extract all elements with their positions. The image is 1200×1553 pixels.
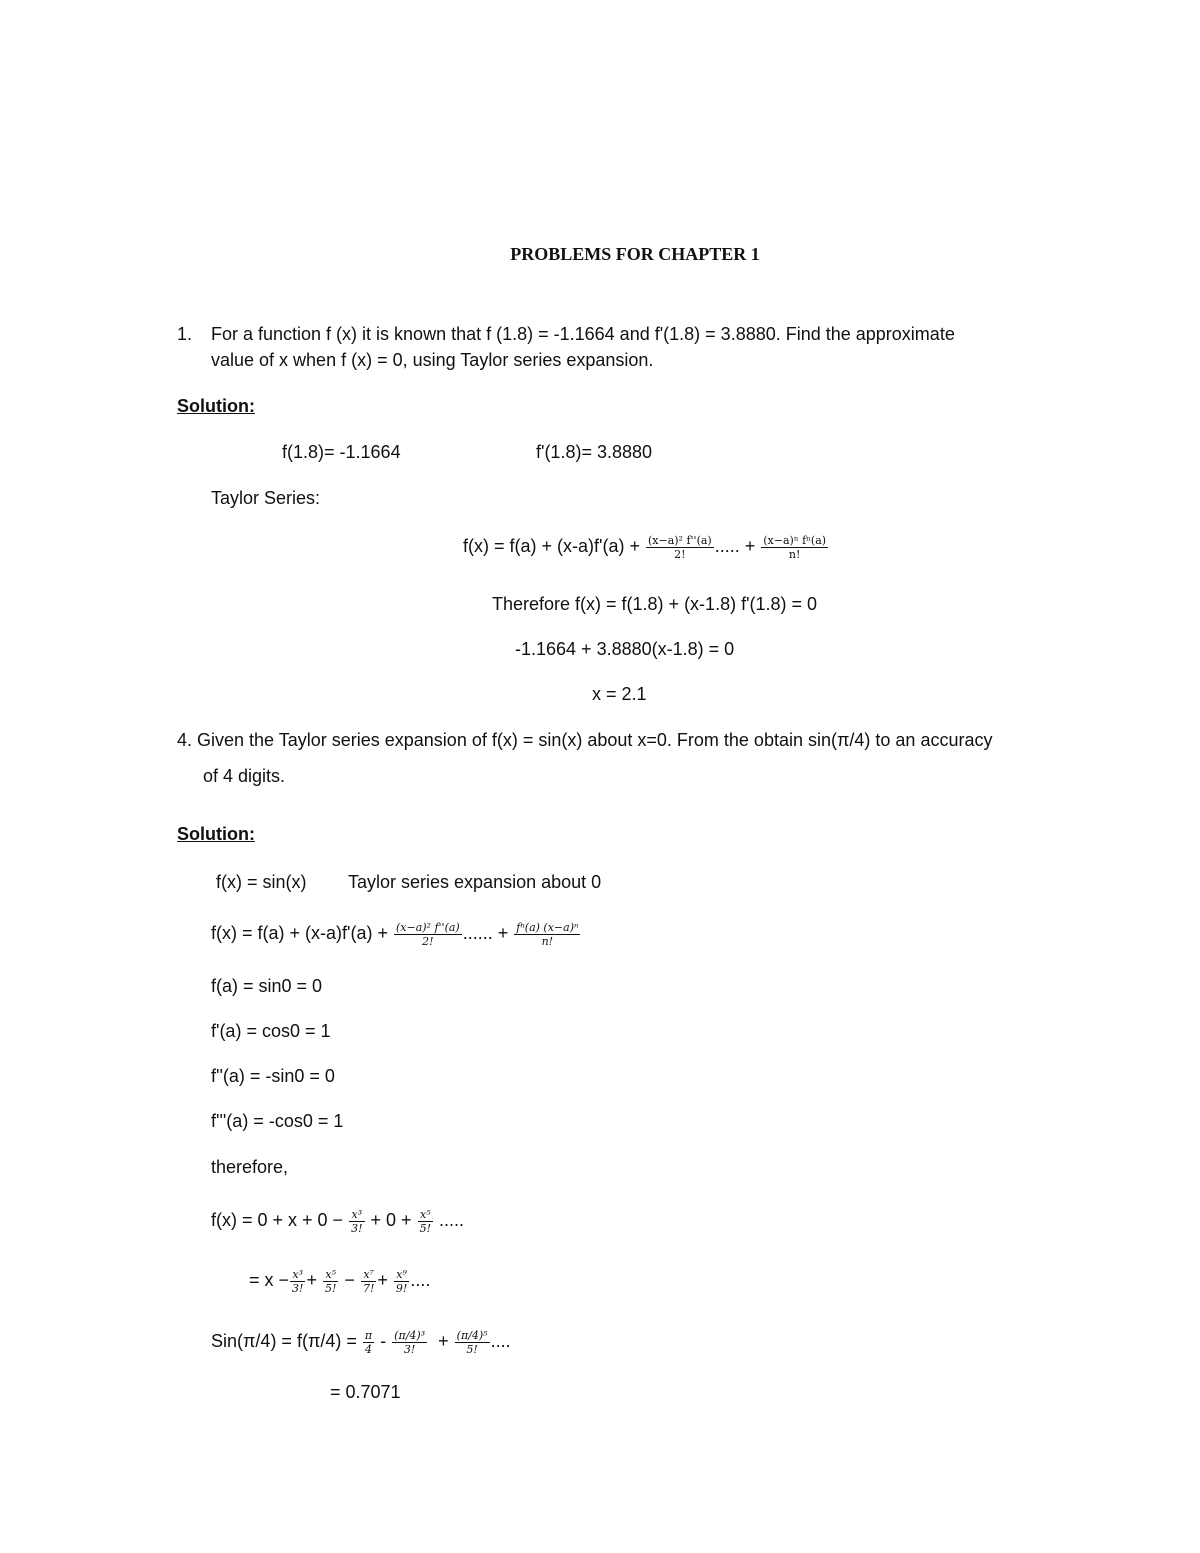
problem-1-text-line-1: For a function f (x) it is known that f (1.8) = -1.1664 and f'(1.8) = 3.8880. Find the approximate (211, 324, 955, 344)
fraction-x5-over-5: $\frac{\text{x⁵}}{5!}$ (419, 1207, 432, 1235)
f-prime-a: f'(a) = cos0 = 1 (211, 1021, 331, 1041)
sin-pi-over-4-expansion: Sin(π/4) = f(π/4) = $\frac{\pi}{4}$ - $\frac{\text{(π/4)³}}{3!}$ + $\frac{\text{(π/4)⁵}}{5!}$ .... (211, 1328, 511, 1356)
fraction-x5-over-5: $\frac{\text{x⁵}}{5!}$ (324, 1267, 337, 1295)
given-fprime-value: f'(1.8)= 3.8880 (536, 442, 653, 462)
therefore-equation: Therefore f(x) = f(1.8) + (x-1.8) f'(1.8) = 0 (492, 594, 818, 614)
fraction-x7-over-7: $\frac{\text{x⁷}}{7!}$ (362, 1267, 375, 1295)
fraction-x3-over-3: $\frac{\text{x³}}{3!}$ (351, 1207, 363, 1235)
fraction-pi-over-4: $\frac{\pi}{4}$ (364, 1328, 373, 1356)
problem-1-text-line-2: value of x when f (x) = 0, using Taylor series expansion. (211, 350, 654, 370)
series-ellipsis: ..... + (714, 536, 756, 556)
fraction-nth-order-term: $\frac{\text{(x−a)ⁿ fⁿ(a)}}{n!}$ (763, 533, 827, 561)
given-f-value: f(1.8)= -1.1664 (282, 442, 401, 462)
final-result: = 0.7071 (330, 1382, 401, 1402)
solution-heading-4: Solution: (177, 824, 255, 844)
problem-4-text-line-1: 4. Given the Taylor series expansion of f(x) = sin(x) about x=0. From the obtain sin(π/4) to an accuracy (177, 730, 993, 750)
therefore-label: therefore, (211, 1157, 289, 1177)
fraction-pi4-cubed-over-3: $\frac{\text{(π/4)³}}{3!}$ (394, 1328, 426, 1356)
fraction-second-order-term: $\frac{\text{(x−a)² f''(a)}}{2!}$ (647, 533, 712, 561)
fraction-pi4-fifth-over-5: $\frac{\text{(π/4)⁵}}{5!}$ (456, 1328, 488, 1356)
fx-definition: f(x) = sin(x) (216, 872, 307, 892)
fx-note: Taylor series expansion about 0 (348, 872, 602, 892)
series-expansion-line-1: f(x) = 0 + x + 0 − $\frac{\text{x³}}{3!}$ + 0 + $\frac{\text{x⁵}}{5!}$ ..... (211, 1207, 465, 1235)
taylor-series-label: Taylor Series: (211, 488, 321, 508)
f-triple-prime-a: f'''(a) = -cos0 = 1 (211, 1111, 344, 1131)
problem-4-text-line-2: of 4 digits. (203, 766, 286, 786)
page-title: PROBLEMS FOR CHAPTER 1 (510, 244, 760, 264)
series-prefix: f(x) = f(a) + (x-a)f'(a) + (463, 536, 640, 556)
f-double-prime-a: f''(a) = -sin0 = 0 (211, 1066, 335, 1086)
problem-1-number: 1. (177, 324, 193, 344)
linear-equation: -1.1664 + 3.8880(x-1.8) = 0 (515, 639, 735, 659)
fraction-nth-order-term: $\frac{\text{fⁿ(a) (x−a)ⁿ}}{n!}$ (516, 920, 579, 948)
solution-heading-1: Solution: (177, 396, 255, 416)
result-x: x = 2.1 (592, 684, 647, 704)
taylor-series-formula-1 (463, 531, 829, 561)
series-prefix: f(x) = f(a) + (x-a)f'(a) + (211, 923, 388, 943)
fraction-x9-over-9: $\frac{\text{x⁹}}{9!}$ (395, 1267, 408, 1295)
taylor-series-formula-2 (211, 918, 581, 948)
series-ellipsis: ...... + (462, 923, 509, 943)
f-a: f(a) = sin0 = 0 (211, 976, 323, 996)
fraction-x3-over-3: $\frac{\text{x³}}{3!}$ (292, 1267, 304, 1295)
fraction-second-order-term: $\frac{\text{(x−a)² f''(a)}}{2!}$ (395, 920, 460, 948)
series-expansion-line-2: = x − $\frac{\text{x³}}{3!}$ + $\frac{\text{x⁵}}{5!}$ − $\frac{\text{x⁷}}{7!}$ + $\frac{\text{x⁹}}{9!}$ .... (249, 1267, 431, 1295)
